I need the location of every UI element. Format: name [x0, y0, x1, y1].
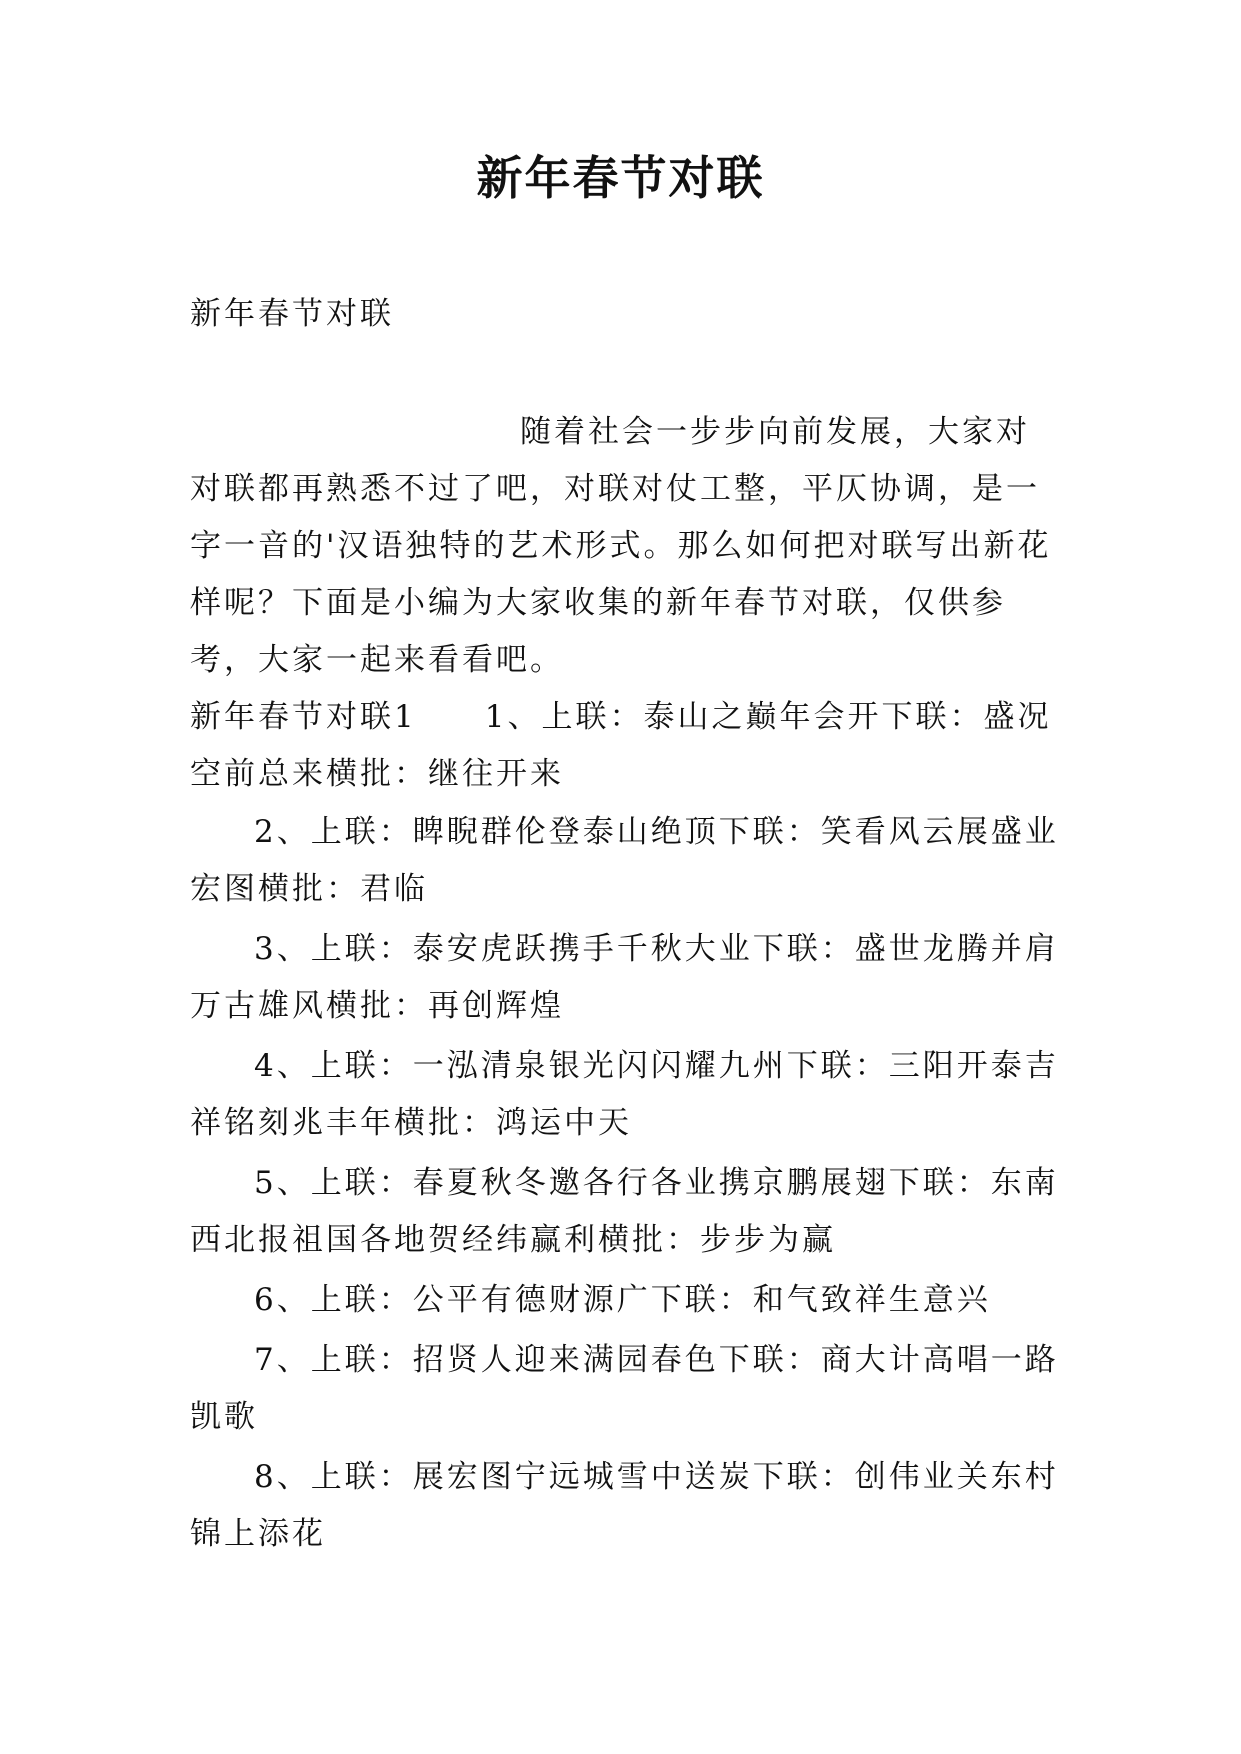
couplet-item-4: 4、上联：一泓清泉银光闪闪耀九州下联：三阳开泰吉祥铭刻兆丰年横批：鸿运中天	[190, 1048, 1059, 1141]
couplet-item-1: 新年春节对联1 1、上联：泰山之巅年会开下联：盛况空前总来横批：继往开来	[190, 699, 1052, 792]
intro-paragraph: 随着社会一步步向前发展，大家对对联都再熟悉不过了吧，对联对仗工整，平仄协调，是一字一音的'汉语独特的艺术形式。那么如何把对联写出新花样呢？下面是小编为大家收集的新年春节对联，仅供参考，大家一起来看看吧。	[190, 414, 1052, 678]
document-title: 新年春节对联	[476, 151, 765, 205]
couplet-item-7: 7、上联：招贤人迎来满园春色下联：商大计高唱一路凯歌	[190, 1342, 1059, 1435]
document-subtitle: 新年春节对联	[190, 296, 394, 332]
couplet-item-3: 3、上联：泰安虎跃携手千秋大业下联：盛世龙腾并肩万古雄风横批：再创辉煌	[190, 931, 1059, 1024]
couplet-list	[190, 804, 1060, 1566]
couplet-item-8: 8、上联：展宏图宁远城雪中送炭下联：创伟业关东村锦上添花	[190, 1459, 1059, 1552]
couplet-item-5: 5、上联：春夏秋冬邀各行各业携京鹏展翅下联：东南西北报祖国各地贺经纬赢利横批：步步为赢	[190, 1165, 1059, 1258]
couplet-item-6: 6、上联：公平有德财源广下联：和气致祥生意兴	[254, 1282, 991, 1318]
couplet-item-2: 2、上联：睥睨群伦登泰山绝顶下联：笑看风云展盛业宏图横批：君临	[190, 814, 1059, 907]
